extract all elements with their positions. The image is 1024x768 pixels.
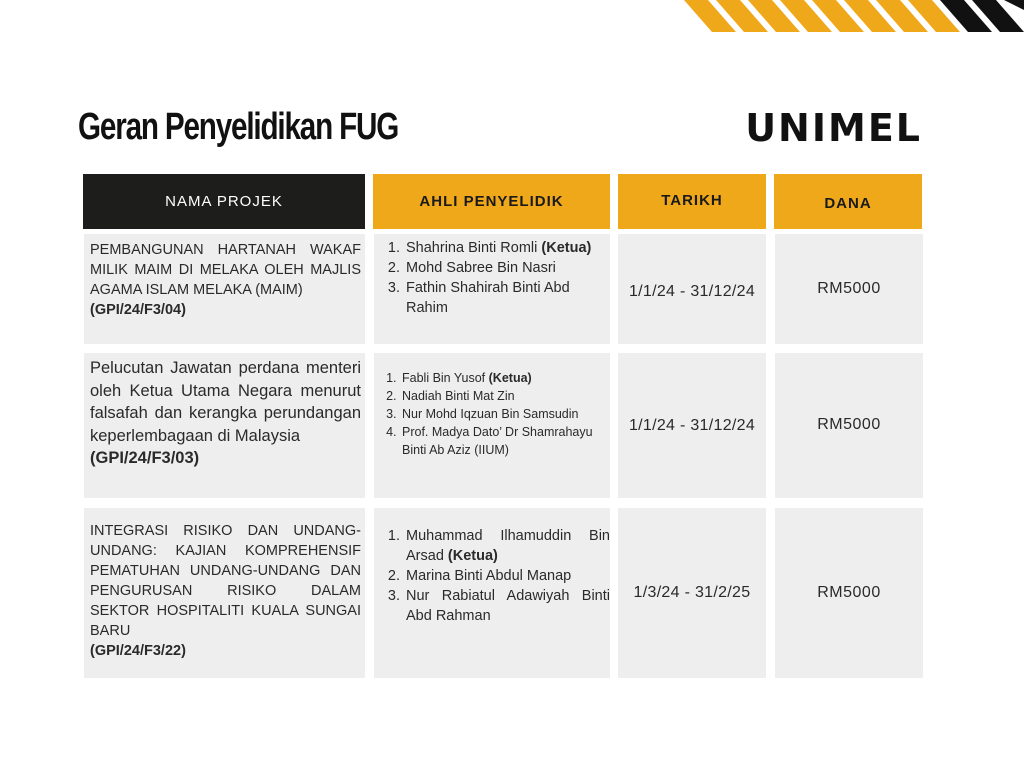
table-row-3-members xyxy=(374,508,610,678)
brand-logo-text: UNIMEL xyxy=(745,106,922,150)
table-row-2-date: 1/1/24 - 31/12/24 xyxy=(618,353,766,498)
member-item: 4. Prof. Madya Dato’ Dr Shamrahayu Binti Ab Aziz (IIUM) xyxy=(400,423,610,459)
table-row-2-members xyxy=(374,353,610,498)
project-code: (GPI/24/F3/22) xyxy=(90,643,186,659)
table-row-1-date: 1/1/24 - 31/12/24 xyxy=(618,234,766,344)
project-title: Pelucutan Jawatan perdana menteri oleh Ketua Utama Negara menurut falsafah dan kerangka perundangan keperlembagaan di Malaysia xyxy=(90,359,361,445)
table-row-3-fund: RM5000 xyxy=(775,508,923,678)
member-item: 2. Mohd Sabree Bin Nasri xyxy=(404,258,610,278)
member-item: 3. Nur Rabiatul Adawiyah Binti Abd Rahman xyxy=(404,586,610,626)
project-code: (GPI/24/F3/04) xyxy=(90,302,186,318)
page-title: Geran Penyelidikan FUG xyxy=(78,106,399,148)
member-item: 3. Nur Mohd Iqzuan Bin Samsudin xyxy=(400,405,610,423)
table-row-1-members xyxy=(374,234,610,344)
member-item: 3. Fathin Shahirah Binti Abd Rahim xyxy=(404,278,610,318)
member-item: 2. Nadiah Binti Mat Zin xyxy=(400,387,610,405)
table-row-2-fund: RM5000 xyxy=(775,353,923,498)
table-row-1-project xyxy=(84,234,365,344)
project-title: PEMBANGUNAN HARTANAH WAKAF MILIK MAIM DI MELAKA OLEH MAJLIS AGAMA ISLAM MELAKA (MAIM) xyxy=(90,242,361,298)
header-fund: DANA xyxy=(774,174,922,229)
table-row-1-fund: RM5000 xyxy=(775,234,923,344)
project-code: (GPI/24/F3/03) xyxy=(90,449,200,467)
decorative-stripes xyxy=(0,0,1024,34)
table-row-3-project xyxy=(84,508,365,678)
header-project: NAMA PROJEK xyxy=(83,174,365,229)
header-date: TARIKH xyxy=(618,174,766,229)
member-item: 1. Muhammad Ilhamuddin Bin Arsad (Ketua) xyxy=(404,526,610,566)
table-row-3-date: 1/3/24 - 31/2/25 xyxy=(618,508,766,678)
table-row-2-project xyxy=(84,353,365,498)
project-title: INTEGRASI RISIKO DAN UNDANG-UNDANG: KAJIAN KOMPREHENSIF PEMATUHAN UNDANG-UNDANG DAN PENGURUSAN RISIKO DALAM SEKTOR HOSPITALITI KUALA SUNGAI BARU xyxy=(90,523,361,639)
member-item: 2. Marina Binti Abdul Manap xyxy=(404,566,610,586)
member-item: 1. Shahrina Binti Romli (Ketua) xyxy=(404,238,610,258)
member-item: 1. Fabli Bin Yusof (Ketua) xyxy=(400,369,610,387)
header-members: AHLI PENYELIDIK xyxy=(373,174,610,229)
